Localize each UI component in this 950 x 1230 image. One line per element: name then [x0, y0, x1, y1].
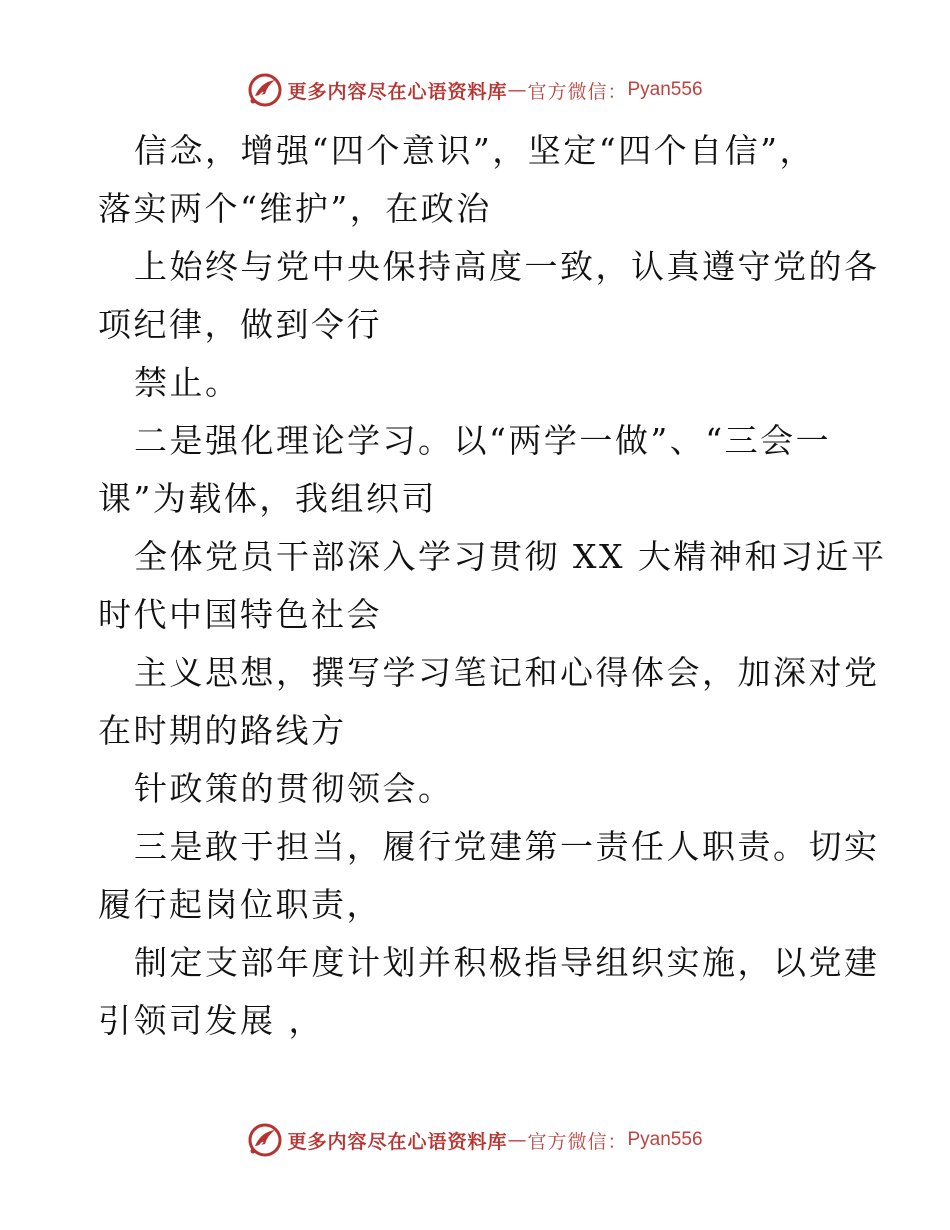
paragraph: 制定支部年度计划并积极指导组织实施，以党建 引领司发展 ，: [98, 943, 880, 1040]
banner-official-label: 官方微信：: [527, 1130, 628, 1153]
banner-separator: —: [507, 79, 528, 101]
footer-banner: [0, 1120, 950, 1160]
banner-wechat-id: Pyan556: [627, 1129, 703, 1150]
banner-site-text: 更多内容尽在心语资料库: [287, 1130, 508, 1153]
pen-logo-icon: [247, 72, 283, 108]
banner-official-label: 官方微信：: [527, 80, 628, 103]
header-banner: [0, 70, 950, 110]
paragraph: 三是敢于担当，履行党建第一责任人职责。切实 履行起岗位职责，: [98, 827, 880, 924]
document-body: [98, 122, 887, 1050]
paragraph: 禁止。: [134, 363, 241, 402]
paragraph: 全体党员干部深入学习贯彻 XX 大精神和习近平 时代中国特色社会: [98, 537, 887, 634]
paragraph: 信念，增强“四个意识”，坚定“四个自信”， 落实两个“维护”，在政治: [98, 131, 815, 228]
banner-site-text: 更多内容尽在心语资料库: [287, 80, 508, 103]
banner-separator: —: [507, 1129, 528, 1151]
paragraph: 针政策的贯彻领会。: [134, 769, 454, 808]
pen-logo-icon: [247, 1122, 283, 1158]
paragraph: 二是强化理论学习。以“两学一做”、“三会一 课”为载体，我组织司: [98, 421, 832, 518]
banner-wechat-id: Pyan556: [627, 79, 703, 100]
paragraph: 上始终与党中央保持高度一致，认真遵守党的各 项纪律，做到令行: [98, 247, 880, 344]
paragraph: 主义思想，撰写学习笔记和心得体会，加深对党 在时期的路线方: [98, 653, 880, 750]
